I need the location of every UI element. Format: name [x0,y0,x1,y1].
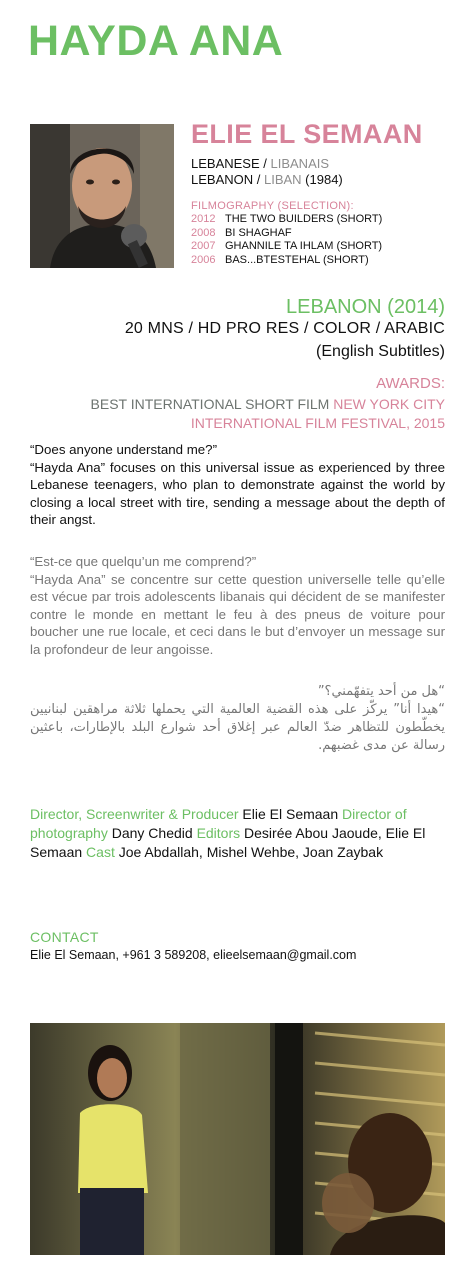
credit-role: Cast [86,844,119,860]
separator: / [259,156,271,171]
birth-country-en: LEBANON [191,172,254,187]
filmography-item [191,227,382,241]
film-specs: 20 MNS / HD PRO RES / COLOR / ARABIC [124,320,445,337]
synopsis-arabic [30,683,445,755]
awards-heading: AWARDS: [376,375,445,392]
filmography-item [191,213,382,227]
award-festival-cont: INTERNATIONAL FILM FESTIVAL, 2015 [190,415,445,431]
nationality-en: LEBANESE [191,156,260,171]
filmography-year: 2006 [191,253,216,266]
filmography-heading: FILMOGRAPHY (SELECTION): [191,200,354,212]
synopsis-text: “هيدا أنا” يركّز على هذه القضية العالمية التي يحملها ثلاثة مراهقين لبنانيين يخطّطون للتظاهر ضدّ العالم عبر إغلاق أحد شوارع البلد بالإطارات، باعثين رسالة عن مدى غضبهم. [30,702,445,753]
nationality-line [191,156,329,171]
synopsis-question: “هل من أحد يتفهّمني؟” [317,684,445,699]
credit-role: Editors [196,825,245,841]
filmography-title: THE TWO BUILDERS (SHORT) [225,213,383,225]
country-year: LEBANON (2014) [286,296,445,318]
filmography-title: BI SHAGHAF [225,226,292,239]
birth-line [191,172,343,187]
award-festival: NEW YORK CITY [333,396,445,412]
award-name: BEST INTERNATIONAL SHORT FILM [90,396,334,412]
contact-details: Elie El Semaan, +961 3 589208, elieelsemaan@gmail.com [30,948,357,962]
credit-name: Elie El Semaan [242,806,339,822]
synopsis-english [30,441,445,529]
filmography-item [191,254,382,268]
credit-role: Director of photography [30,806,407,841]
nationality-fr: LIBANAIS [270,156,330,171]
filmography-year: 2008 [191,226,216,239]
filmography-year: 2012 [191,213,216,225]
contact-heading: CONTACT [30,929,99,945]
credit-role: Director, Screenwriter & Producer [30,806,243,822]
credit-name: Joe Abdallah, Mishel Wehbe, Joan Zaybak [118,844,384,860]
director-portrait [30,124,174,268]
synopsis-question: “Does anyone understand me?” [30,442,218,457]
synopsis-question: “Est-ce que quelqu’un me comprend?” [30,554,257,569]
synopsis-text: “Hayda Ana” focuses on this universal issue as experienced by three Lebanese teenagers, who plan to demonstrate against the world by closing a local street with tire, sending a message about the depth of their angst. [30,459,445,527]
credit-name: Desirée Abou Jaoude, Elie El Semaan [30,825,426,860]
film-title: HAYDA ANA [28,17,284,65]
separator: / [253,172,264,187]
birth-year: (1984) [301,172,343,187]
filmography-title: BAS...BTESTEHAL (SHORT) [225,253,369,266]
film-still [30,1023,445,1255]
birth-country-fr: LIBAN [263,172,302,187]
filmography-item [191,240,382,254]
filmography-year: 2007 [191,240,216,252]
synopsis-french [30,553,445,658]
subtitles-note: (English Subtitles) [316,343,445,360]
credits [30,805,448,862]
award-line [91,396,445,412]
credit-name: Dany Chedid [111,825,197,841]
filmography-list [191,213,382,267]
director-name: ELIE EL SEMAAN [191,119,423,149]
filmography-title: GHANNILE TA IHLAM (SHORT) [225,240,383,252]
synopsis-text: “Hayda Ana” se concentre sur cette question universelle telle qu’elle est vécue par trois adolescents libanais qui décident de se manifester contre le monde en mettant le feu à des pneus de voiture pour boucher une rue locale, et ceci dans le but d’envoyer un message sur la profondeur de leur angoisse. [30,571,445,657]
